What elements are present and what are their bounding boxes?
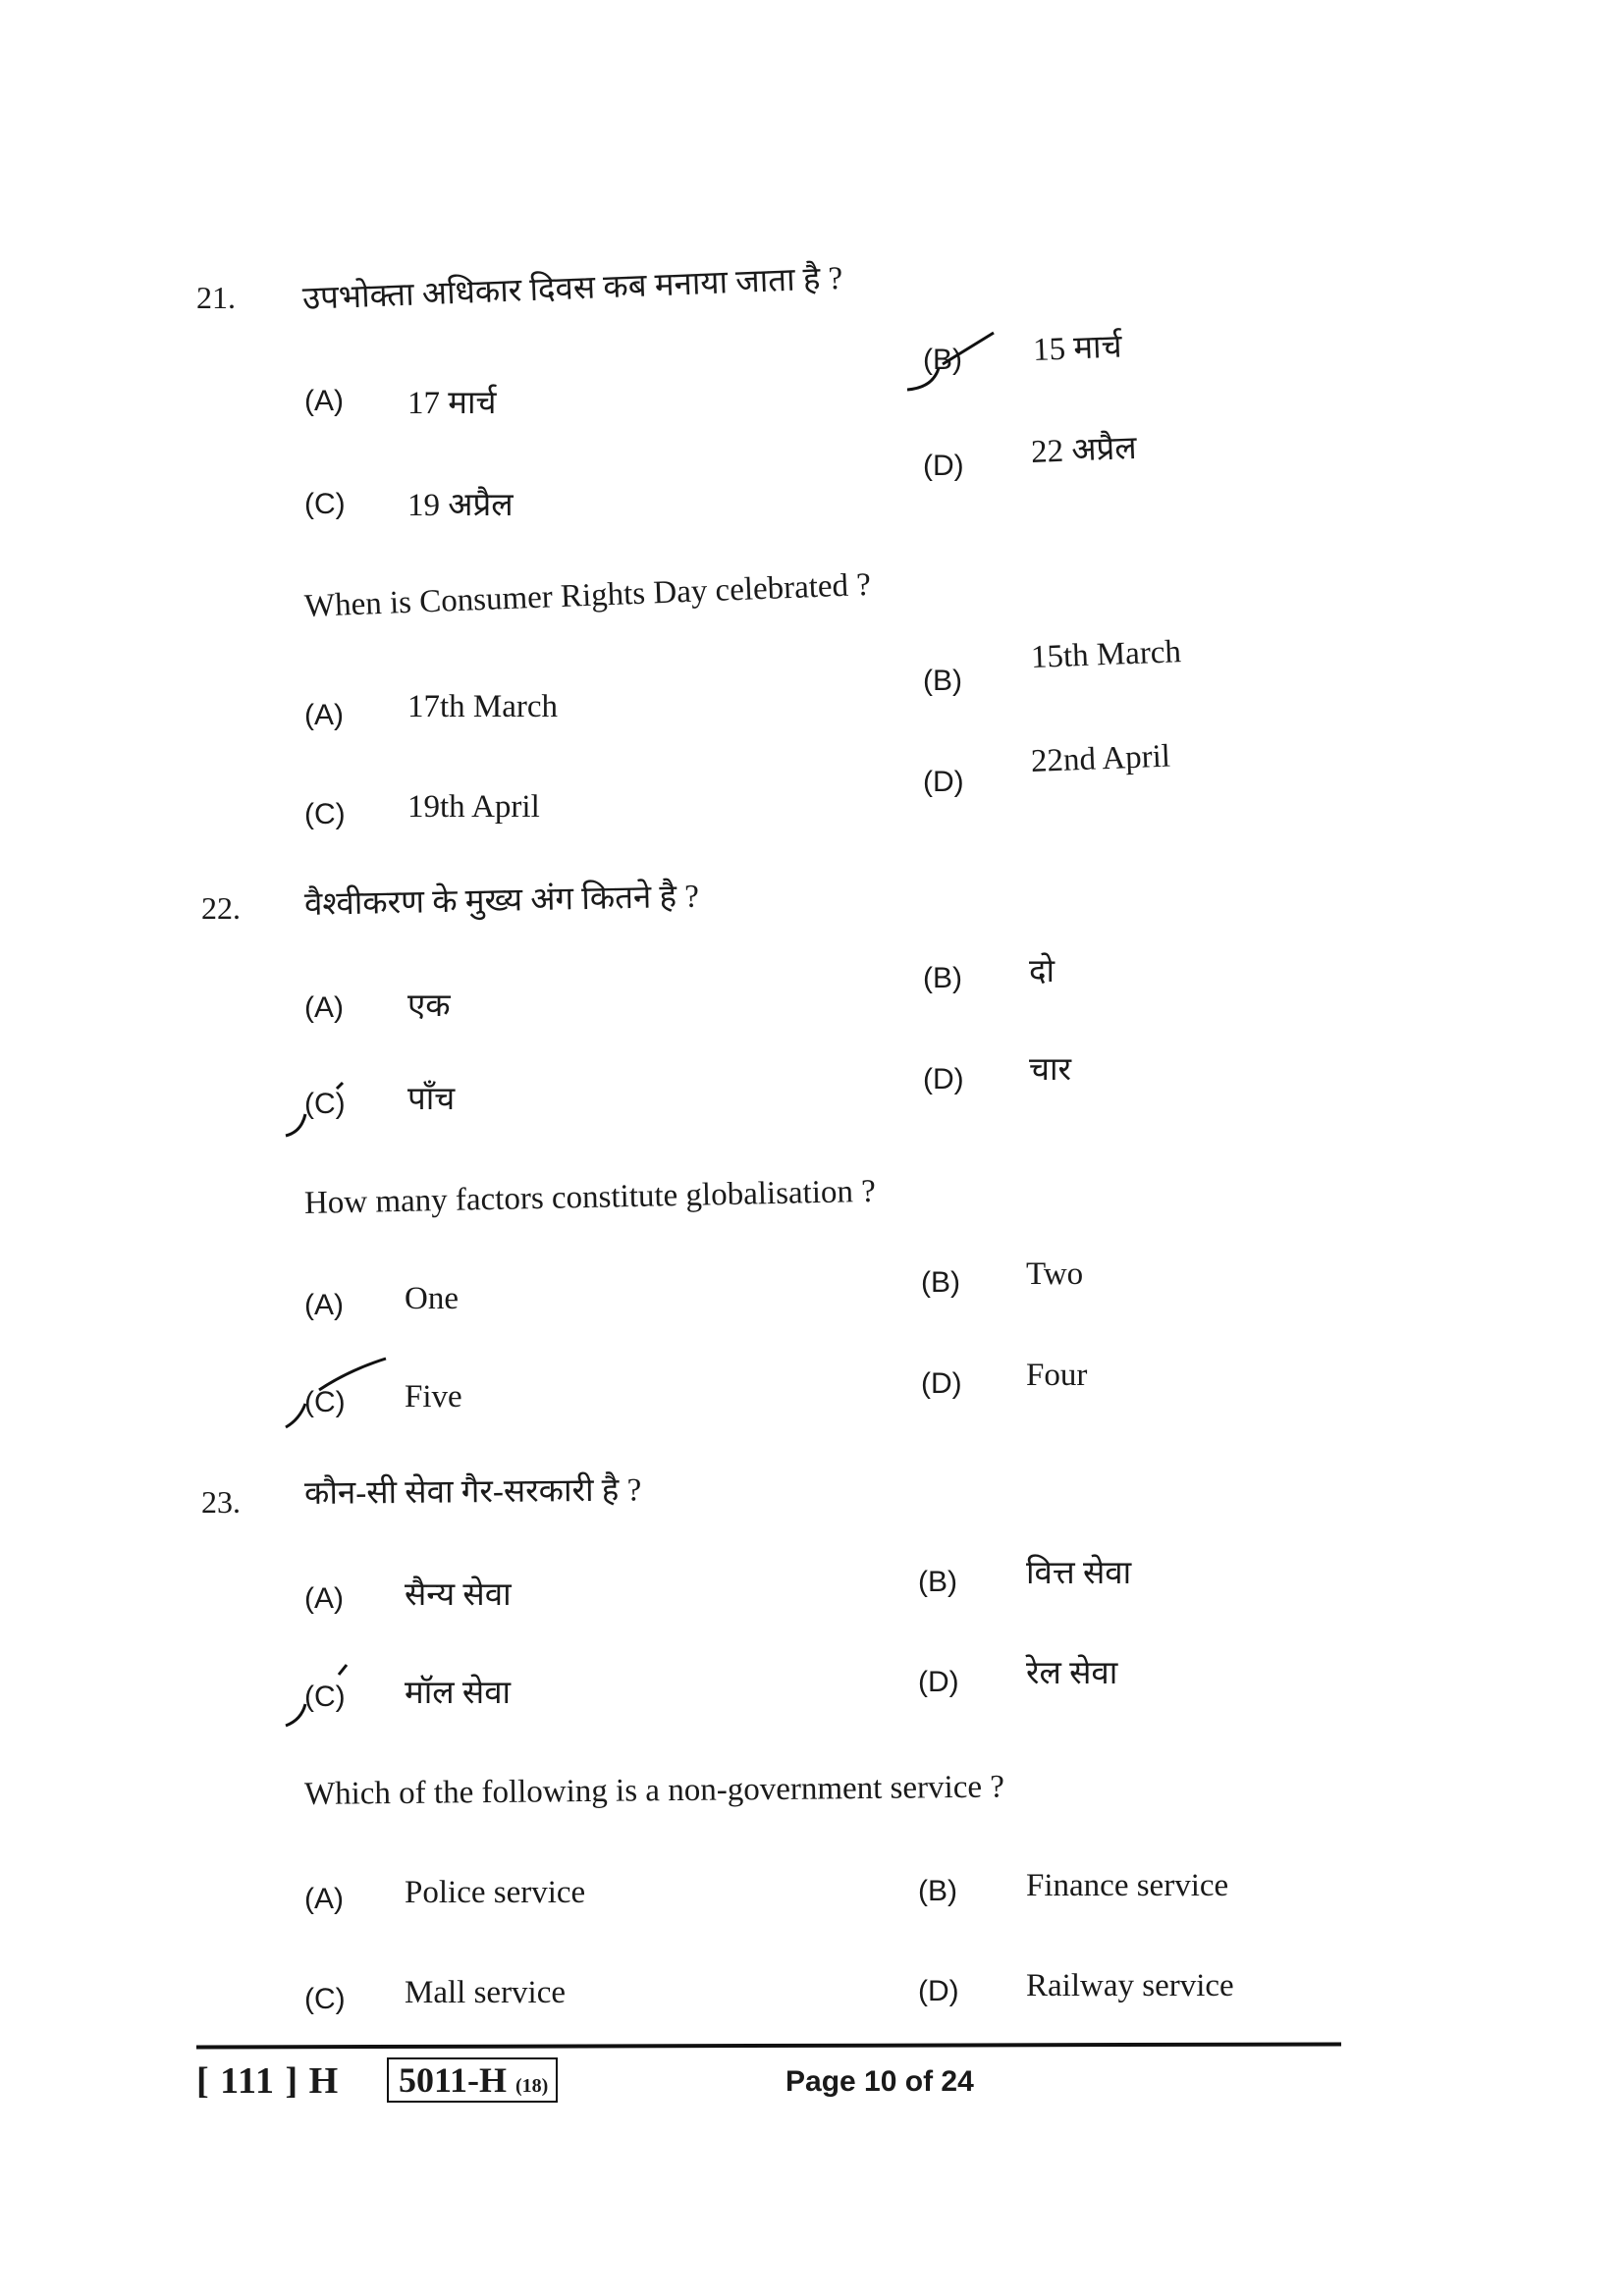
option-b-text: 15th March bbox=[1030, 634, 1182, 675]
option-d-label: (D) bbox=[921, 1367, 962, 1400]
option-c-text: Five bbox=[405, 1379, 462, 1415]
question-text-english: Which of the following is a non-government service ? bbox=[303, 1769, 1005, 1812]
question-number: 23. bbox=[201, 1484, 241, 1520]
option-d-text: रेल सेवा bbox=[1026, 1656, 1118, 1691]
paper-series: [ 111 ] H bbox=[196, 2060, 340, 2102]
option-d-text: Railway service bbox=[1026, 1968, 1234, 2003]
option-a-text: One bbox=[405, 1281, 459, 1316]
option-d-label: (D) bbox=[923, 450, 964, 482]
option-c-label: (C) bbox=[304, 798, 346, 830]
question-text-english: How many factors constitute globalisation ? bbox=[303, 1173, 877, 1221]
option-b-label: (B) bbox=[923, 344, 962, 376]
option-d-label: (D) bbox=[923, 766, 964, 798]
option-b-text: Finance service bbox=[1026, 1868, 1229, 1903]
option-c-text: पाँच bbox=[407, 1082, 456, 1117]
option-b-text: Two bbox=[1026, 1256, 1084, 1292]
option-d-label: (D) bbox=[918, 1975, 959, 2007]
option-b-label: (B) bbox=[923, 665, 962, 697]
option-a-text: सैन्य सेवा bbox=[405, 1577, 512, 1613]
option-c-text: 19th April bbox=[407, 789, 540, 825]
option-c-text: मॉल सेवा bbox=[405, 1676, 512, 1711]
question-text-hindi: उपभोक्ता अधिकार दिवस कब मनाया जाता है ? bbox=[301, 260, 843, 317]
option-d-text: 22 अप्रैल bbox=[1030, 430, 1138, 470]
option-b-label: (B) bbox=[918, 1566, 957, 1598]
option-c-label: (C) bbox=[304, 1088, 346, 1120]
paper-code: 5011-H bbox=[399, 2060, 508, 2100]
option-a-text: Police service bbox=[405, 1875, 586, 1910]
question-text-hindi: कौन-सी सेवा गैर-सरकारी है ? bbox=[303, 1472, 642, 1512]
option-c-label: (C) bbox=[304, 488, 346, 520]
option-c-text: 19 अप्रैल bbox=[407, 488, 514, 523]
option-a-label: (A) bbox=[304, 1883, 344, 1915]
option-c-label: (C) bbox=[304, 1386, 346, 1418]
option-c-label: (C) bbox=[304, 1983, 346, 2015]
option-d-label: (D) bbox=[923, 1063, 964, 1095]
option-c-label: (C) bbox=[304, 1681, 346, 1713]
option-b-label: (B) bbox=[918, 1875, 957, 1907]
option-a-label: (A) bbox=[304, 991, 344, 1024]
option-a-label: (A) bbox=[304, 699, 344, 731]
paper-code-box bbox=[387, 2057, 558, 2103]
option-a-label: (A) bbox=[304, 385, 344, 417]
option-a-text: 17th March bbox=[407, 689, 559, 724]
option-b-text: वित्त सेवा bbox=[1026, 1556, 1132, 1591]
footer-divider bbox=[196, 2042, 1341, 2049]
question-text-hindi: वैश्वीकरण के मुख्य अंग कितने है ? bbox=[303, 879, 700, 923]
option-b-label: (B) bbox=[923, 962, 962, 994]
question-number: 22. bbox=[201, 890, 241, 926]
option-a-label: (A) bbox=[304, 1582, 344, 1615]
option-d-text: Four bbox=[1026, 1358, 1088, 1393]
question-number: 21. bbox=[196, 280, 236, 315]
option-c-text: Mall service bbox=[405, 1975, 567, 2010]
paper-code-sub: (18) bbox=[515, 2075, 549, 2097]
option-b-text: दो bbox=[1029, 954, 1056, 989]
option-a-label: (A) bbox=[304, 1289, 344, 1321]
option-d-text: चार bbox=[1029, 1052, 1071, 1088]
question-text-english: When is Consumer Rights Day celebrated ? bbox=[303, 566, 872, 624]
option-d-text: 22nd April bbox=[1030, 738, 1171, 779]
option-d-label: (D) bbox=[918, 1666, 959, 1698]
option-a-text: 17 मार्च bbox=[407, 386, 497, 421]
option-b-label: (B) bbox=[921, 1266, 960, 1299]
page-number: Page 10 of 24 bbox=[785, 2065, 974, 2098]
option-b-text: 15 मार्च bbox=[1032, 329, 1123, 368]
option-a-text: एक bbox=[407, 988, 451, 1024]
